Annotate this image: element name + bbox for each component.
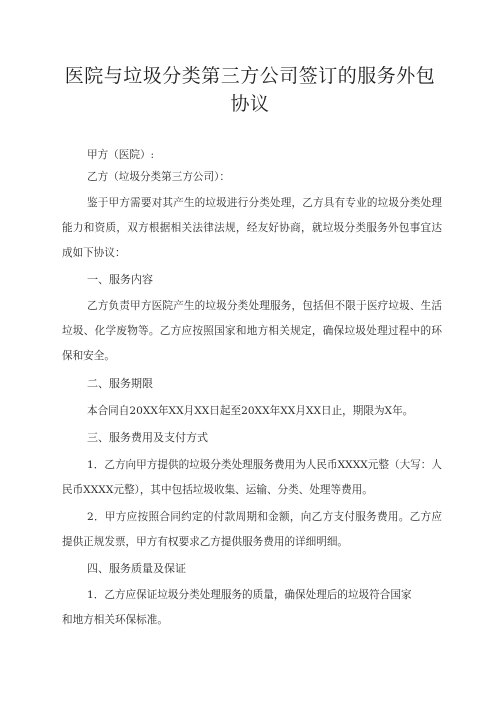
document-title-continued: 协议 (230, 93, 270, 115)
section-paragraph-line: 民币XXXX元整），其中包括垃圾收集、运输、分类、处理等费用。 (62, 484, 373, 496)
section-paragraph-line: 1．乙方向甲方提供的垃圾分类处理服务费用为人民币XXXX元整（大写：人 (87, 459, 442, 471)
intro-paragraph-line: 成如下协议： (62, 247, 126, 259)
section-heading: 一、服务内容 (87, 273, 153, 286)
section-paragraph-line: 2．甲方应按照合同约定的付款周期和金额，向乙方支付服务费用。乙方应 (87, 511, 442, 523)
section-paragraph-line: 保和安全。 (62, 350, 115, 362)
section-paragraph-line: 本合同自20XX年XX月XX日起至20XX年XX月XX日止，期限为X年。 (87, 405, 414, 417)
intro-paragraph-line: 能力和资质，双方根据相关法律法规，经友好协商，就垃圾分类服务外包事宜达 (62, 222, 442, 234)
section-heading: 三、服务费用及支付方式 (87, 431, 208, 444)
section-heading: 四、服务质量及保证 (87, 562, 186, 575)
section-paragraph-line: 乙方负责甲方医院产生的垃圾分类处理服务，包括但不限于医疗垃圾、生活 (87, 300, 442, 312)
party-a-label: 甲方（医院）: (87, 149, 155, 161)
document-title: 医院与垃圾分类第三方公司签订的服务外包 (64, 65, 436, 87)
section-paragraph-line: 和地方相关环保标准。 (62, 614, 168, 626)
party-b-label: 乙方（垃圾分类第三方公司）： (87, 171, 231, 183)
section-paragraph-line: 提供正规发票，甲方有权要求乙方提供服务费用的详细明细。 (62, 536, 349, 548)
section-paragraph-line: 1．乙方应保证垃圾分类处理服务的质量，确保处理后的垃圾符合国家 (87, 589, 412, 601)
section-heading: 二、服务期限 (87, 377, 153, 390)
section-paragraph-line: 垃圾、化学废物等。乙方应按照国家和地方相关规定，确保垃圾处理过程中的环 (62, 325, 442, 337)
intro-paragraph-line: 鉴于甲方需要对其产生的垃圾进行分类处理，乙方具有专业的垃圾分类处理 (87, 197, 442, 209)
